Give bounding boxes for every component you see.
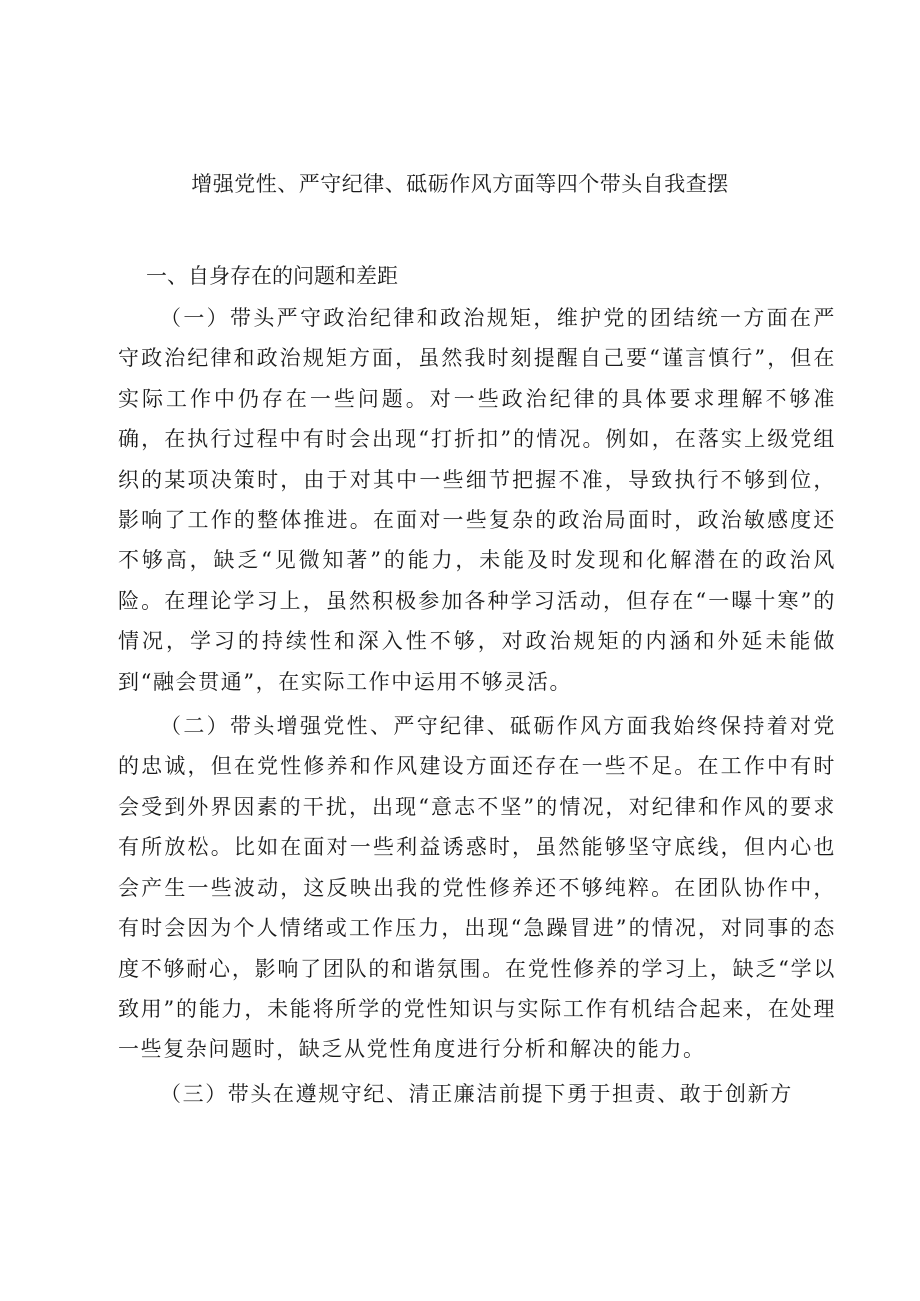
paragraph-3: （三）带头在遵规守纪、清正廉洁前提下勇于担责、敢于创新方 <box>160 1081 793 1106</box>
document-title: 增强党性、严守纪律、砥砺作风方面等四个带头自我查摆 <box>191 172 729 196</box>
paragraph-2: （二）带头增强党性、严守纪律、砥砺作风方面我始终保持着对党的忠诚，但在党性修养和作风建设方面还存在一些不足。在工作中有时会受到外界因素的干扰，出现“意志不坚”的情况，对纪律和作风的要求有所放松。比如在面对一些利益诱惑时，虽然能够坚守底线，但内心也会产生一些波动，这反映出我的党性修养还不够纯粹。在团队协作中，有时会因为个人情绪或工作压力，出现“急躁冒进”的情况，对同事的态度不够耐心，影响了团队的和谐氛围。在党性修养的学习上，缺乏“学以致用”的能力，未能将所学的党性知识与实际工作有机结合起来，在处理一些复杂问题时，缺乏从党性角度进行分析和解决的能力。 <box>118 714 836 1062</box>
section-heading: 一、自身存在的问题和差距 <box>146 264 398 288</box>
paragraph-1: （一）带头严守政治纪律和政治规矩，维护党的团结统一方面在严守政治纪律和政治规矩方面，虽然我时刻提醒自己要“谨言慎行”，但在实际工作中仍存在一些问题。对一些政治纪律的具体要求理解不够准确，在执行过程中有时会出现“打折扣”的情况。例如，在落实上级党组织的某项决策时，由于对其中一些细节把握不准，导致执行不够到位，影响了工作的整体推进。在面对一些复杂的政治局面时，政治敏感度还不够高，缺乏“见微知著”的能力，未能及时发现和化解潜在的政治风险。在理论学习上，虽然积极参加各种学习活动，但存在“一曝十寒”的情况，学习的持续性和深入性不够，对政治规矩的内涵和外延未能做到“融会贯通”，在实际工作中运用不够灵活。 <box>118 306 836 694</box>
document-body <box>118 256 836 1114</box>
